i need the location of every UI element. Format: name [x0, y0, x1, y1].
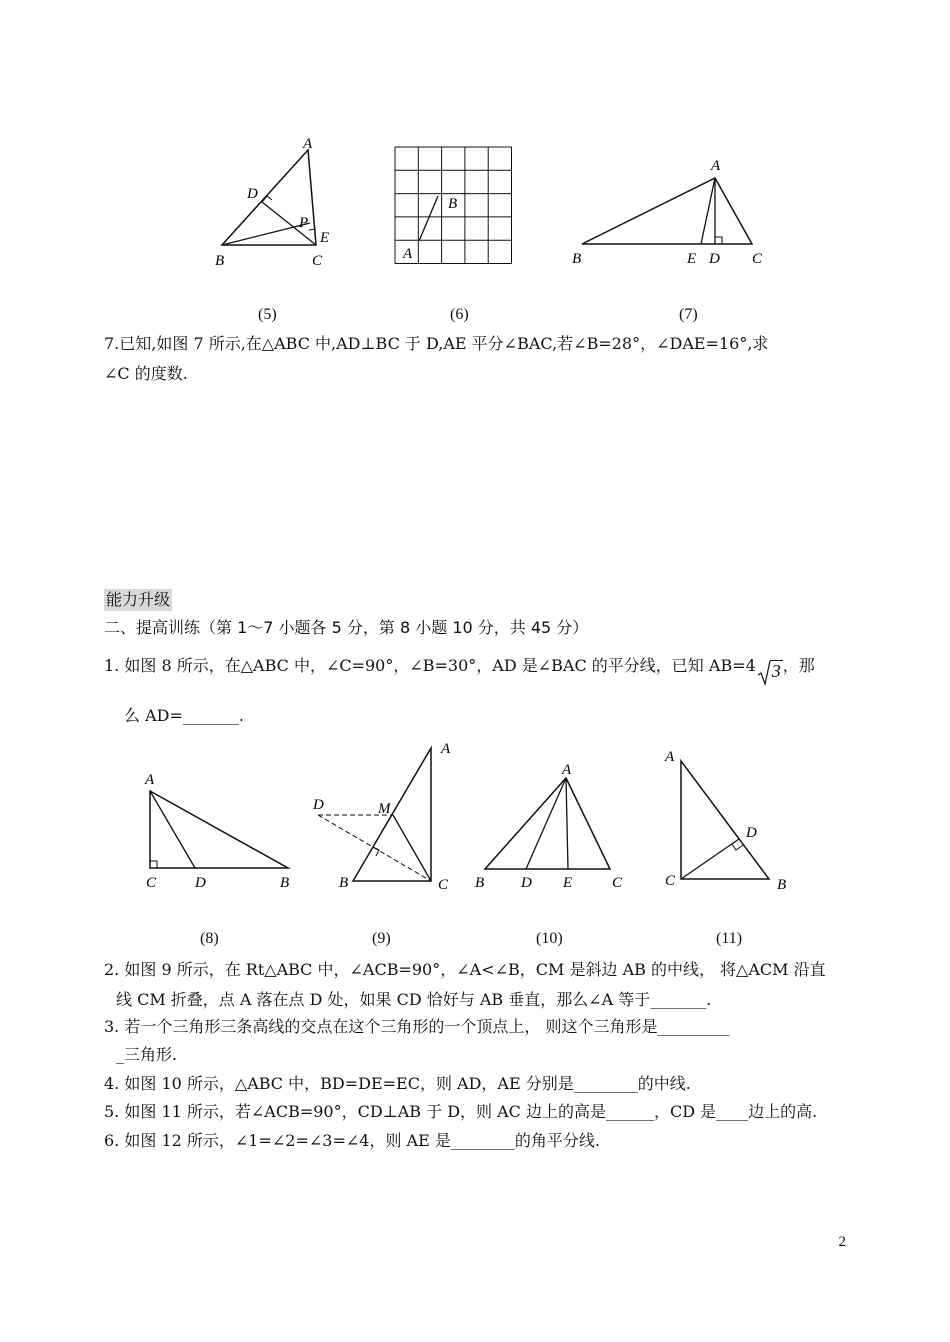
fig7-label-E: E [687, 251, 697, 267]
fig5-segment-BE [222, 223, 310, 245]
fig10-label-E: E [563, 875, 573, 891]
fig5-label-A: A [303, 136, 313, 152]
question-4: 4. 如图 10 所示，△ABC 中，BD=DE=EC，则 AD，AE 分别是________的中线. [104, 1074, 691, 1093]
fig5-label-B: B [215, 253, 225, 269]
question-1-line-2: 么 AD=_______. [124, 706, 244, 725]
fig11-triangle [681, 761, 769, 879]
fig9-label-M: M [378, 801, 391, 817]
figure-7 [565, 150, 780, 270]
fig5-label-D: D [247, 186, 258, 202]
fig7-label-D: D [709, 251, 720, 267]
section-subtitle: 二、提高训练（第 1～7 小题各 5 分，第 8 小题 10 分，共 45 分） [104, 618, 589, 637]
fig8-segment-AD [150, 791, 195, 868]
fig11-label-B: B [777, 877, 787, 893]
question-1-text-end: ，那 [782, 656, 815, 675]
fig8-right-angle-C [150, 861, 157, 868]
question-5: 5. 如图 11 所示，若∠ACB=90°，CD⊥AB 于 D，则 AC 边上的高是______，CD 是____边上的高. [104, 1102, 818, 1121]
fig9-label-B: B [339, 875, 349, 891]
page-number: 2 [838, 1234, 846, 1250]
question-7-line-2: ∠C 的度数. [104, 364, 188, 383]
fig7-right-angle-D [715, 237, 722, 244]
fig5-label-E: E [320, 230, 330, 246]
fig10-segment-AD [526, 778, 566, 869]
figure-11-caption: (11) [716, 930, 743, 947]
figure-6 [390, 140, 520, 270]
fig11-segment-CD [681, 839, 739, 879]
figure-10-caption: (10) [536, 930, 563, 947]
fig5-label-C: C [312, 253, 323, 269]
fig10-label-D: D [521, 875, 532, 891]
fig6-label-A: A [403, 246, 413, 262]
fig10-triangle [485, 778, 610, 869]
fig9-label-C: C [438, 877, 449, 893]
figure-8 [140, 765, 300, 895]
fig10-label-C: C [612, 875, 623, 891]
fig9-label-A: A [441, 741, 451, 757]
fig10-label-A: A [562, 762, 572, 778]
question-6: 6. 如图 12 所示，∠1=∠2=∠3=∠4，则 AE 是________的角平分线. [104, 1131, 600, 1150]
question-2-line-2: 线 CM 折叠，点 A 落在点 D 处，如果 CD 恰好与 AB 垂直，那么∠A 等于_______. [116, 990, 712, 1009]
fig8-label-A: A [145, 772, 155, 788]
figure-5-caption: (5) [258, 306, 277, 323]
question-3-line-1: 3. 若一个三角形三条高线的交点在这个三角形的一个顶点上， 则这个三角形是_________ [104, 1017, 730, 1036]
fig11-label-A: A [665, 749, 675, 765]
fig11-right-angle-D [732, 844, 743, 850]
fig7-label-B: B [572, 251, 582, 267]
figure-5 [205, 130, 345, 275]
fig10-segment-AE [566, 778, 568, 869]
fig7-segment-AE [701, 178, 715, 244]
fig8-label-D: D [195, 875, 206, 891]
figure-8-caption: (8) [200, 930, 219, 947]
sqrt-expression [758, 660, 783, 683]
question-1-line-1 [104, 655, 815, 683]
fig5-label-P: P [299, 215, 309, 231]
figure-9 [305, 735, 465, 895]
fig6-segment-AB [419, 196, 438, 241]
fig9-label-D: D [313, 797, 324, 813]
fig11-label-C: C [665, 873, 676, 889]
radicand: 3 [771, 661, 781, 681]
question-2-line-1: 2. 如图 9 所示，在 Rt△ABC 中，∠ACB=90°，∠A<∠B，CM 是斜边 AB 的中线， 将△ACM 沿直 [104, 960, 826, 979]
radical-sign-icon [758, 660, 772, 686]
figure-9-caption: (9) [372, 930, 391, 947]
fig8-label-B: B [280, 875, 290, 891]
fig9-right-angle [373, 847, 379, 856]
fig7-label-C: C [752, 251, 763, 267]
fig7-label-A: A [711, 158, 721, 174]
figure-10 [470, 755, 630, 895]
fig8-label-C: C [146, 875, 157, 891]
question-3-line-2: _三角形. [116, 1045, 178, 1064]
fig9-segment-CM [393, 815, 431, 881]
figure-6-caption: (6) [450, 306, 469, 323]
fig8-triangle [150, 791, 288, 868]
fig10-label-B: B [475, 875, 485, 891]
fig11-label-D: D [746, 825, 757, 841]
figure-7-caption: (7) [679, 306, 698, 323]
question-7-line-1: 7.已知,如图 7 所示,在△ABC 中,AD⊥BC 于 D,AE 平分∠BAC,若∠B=28°，∠DAE=16°,求 [104, 334, 769, 353]
fig6-label-B: B [448, 196, 458, 212]
question-1-text: 1. 如图 8 所示，在△ABC 中，∠C=90°，∠B=30°，AD 是∠BAC 的平分线，已知 AB=4 [104, 656, 756, 675]
fig7-triangle [582, 178, 752, 244]
section-title: 能力升级 [106, 590, 171, 609]
figure-11 [655, 740, 805, 895]
